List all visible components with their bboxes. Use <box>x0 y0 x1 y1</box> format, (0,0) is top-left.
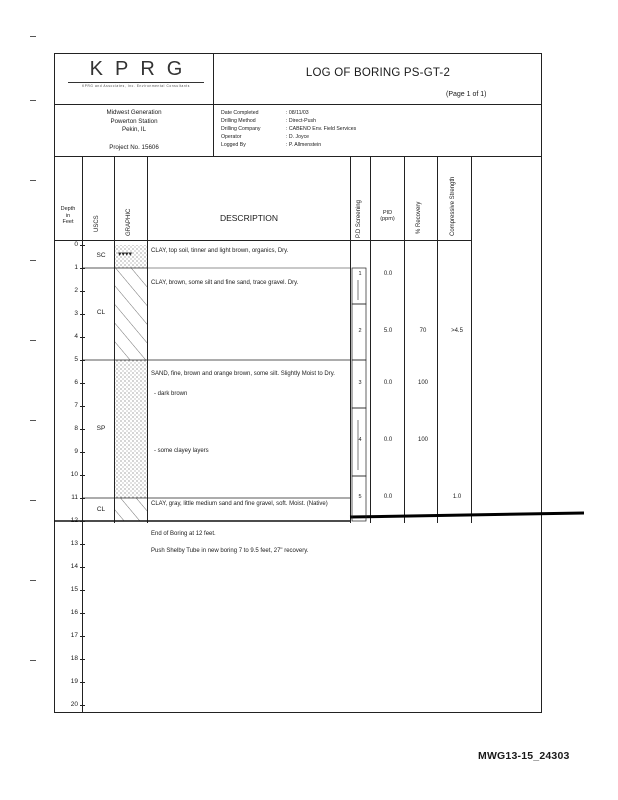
depth-tick-label: 15 <box>70 586 78 593</box>
depth-tick-label: 5 <box>74 356 78 363</box>
layer-description: CLAY, gray, little medium sand and fine gravel, soft. Moist. (Native) <box>151 501 328 507</box>
meta-value: : P. Allmenstein <box>286 142 322 148</box>
depth-tick <box>80 360 85 361</box>
depth-tick-label: 0 <box>74 241 78 248</box>
recovery-column-header: % Recovery <box>416 201 422 234</box>
recovery-value: 100 <box>417 437 428 443</box>
uscs-code: SC <box>96 252 106 259</box>
depth-tick <box>80 636 85 637</box>
depth-tick-label: 9 <box>74 448 78 455</box>
graphic-layer-cl-lower <box>115 498 147 521</box>
site-line: Powerton Station <box>110 117 158 125</box>
sample-number: 2 <box>358 328 362 334</box>
depth-tick <box>80 705 85 706</box>
depth-tick-label: 19 <box>70 678 78 685</box>
depth-tick <box>80 659 85 660</box>
depth-tick-label: 18 <box>70 655 78 662</box>
depth-tick-label: 1 <box>74 264 78 271</box>
meta-label: Logged By <box>221 142 246 148</box>
sample-number: 1 <box>358 271 362 277</box>
strength-value: >4.5 <box>451 328 463 334</box>
depth-tick <box>80 590 85 591</box>
graphic-layer-sp <box>115 360 147 498</box>
meta-label: Drilling Method <box>221 118 256 124</box>
depth-tick <box>80 682 85 683</box>
sample-number: 3 <box>358 380 362 386</box>
meta-value: : D. Joyce <box>286 134 310 140</box>
depth-tick <box>80 383 85 384</box>
meta-value: : 08/11/03 <box>286 110 309 116</box>
description-column-header: DESCRIPTION <box>219 213 279 223</box>
meta-label: Date Completed <box>221 110 259 116</box>
depth-tick-label: 12 <box>70 517 78 524</box>
sample-number: 4 <box>358 437 362 443</box>
depth-tick <box>80 429 85 430</box>
depth-tick <box>80 245 85 246</box>
depth-tick <box>80 268 85 269</box>
depth-tick <box>80 475 85 476</box>
layer-description: SAND, fine, brown and orange brown, some silt. Slightly Moist to Dry. <box>151 371 335 377</box>
layer-sub-description: - dark brown <box>154 391 188 397</box>
graphic-column-header: GRAPHIC <box>126 208 132 236</box>
layer-description: CLAY, brown, some silt and fine sand, trace gravel. Dry. <box>151 280 299 286</box>
pid-value: 0.0 <box>383 494 393 500</box>
graphic-layer-cl <box>115 268 147 360</box>
depth-tick-label: 16 <box>70 609 78 616</box>
recovery-value: 70 <box>419 328 427 334</box>
page-indicator: (Page 1 of 1) <box>446 91 487 98</box>
strength-value: 1.0 <box>452 494 462 500</box>
depth-tick <box>80 544 85 545</box>
depth-tick-label: 14 <box>70 563 78 570</box>
uscs-code: SP <box>96 425 106 432</box>
depth-tick-label: 20 <box>70 701 78 708</box>
pid-value: 0.0 <box>383 437 393 443</box>
meta-label: Drilling Company <box>221 126 261 132</box>
shelby-tube-note: Push Shelby Tube in new boring 7 to 9.5 feet, 27" recovery. <box>151 548 309 554</box>
depth-tick-label: 4 <box>74 333 78 340</box>
depth-tick <box>80 406 85 407</box>
project-number: Project No. 15606 <box>109 144 159 151</box>
depth-tick <box>80 613 85 614</box>
depth-tick-label: 8 <box>74 425 78 432</box>
pid-column-header: PID (ppm) <box>380 210 395 222</box>
depth-tick-label: 13 <box>70 540 78 547</box>
layer-description: CLAY, top soil, tinner and light brown, organics, Dry. <box>151 248 289 254</box>
sample-number: 5 <box>358 494 362 500</box>
screening-column-header: P.D Screening <box>356 200 362 238</box>
uscs-column-header: USCS <box>94 215 100 232</box>
depth-tick <box>80 314 85 315</box>
depth-tick <box>80 291 85 292</box>
strength-column-header: Compressive Strength <box>450 176 456 236</box>
depth-tick-label: 3 <box>74 310 78 317</box>
depth-tick <box>80 452 85 453</box>
depth-tick-label: 2 <box>74 287 78 294</box>
boring-bottom-bold-line <box>350 513 584 517</box>
site-line: Pekin, IL <box>121 126 147 133</box>
graphic-layer-symbols: ▾▾▾▾ <box>118 250 133 258</box>
meta-label: Operator <box>221 134 242 140</box>
end-of-boring-note: End of Boring at 12 feet. <box>151 531 216 537</box>
uscs-code: CL <box>96 309 106 316</box>
meta-value: : CABENO Env. Field Services <box>286 126 357 132</box>
site-line: Midwest Generation <box>106 109 162 116</box>
pid-value: 0.0 <box>383 271 393 277</box>
depth-tick <box>80 337 85 338</box>
log-title: LOG OF BORING PS-GT-2 <box>305 67 451 79</box>
depth-tick <box>80 498 85 499</box>
depth-tick-label: 6 <box>74 379 78 386</box>
depth-tick-label: 10 <box>70 471 78 478</box>
document-id: MWG13-15_24303 <box>478 750 570 762</box>
recovery-value: 100 <box>417 380 428 386</box>
layer-sub-description: - some clayey layers <box>154 448 209 454</box>
depth-tick <box>80 521 85 522</box>
depth-tick-label: 11 <box>71 494 78 501</box>
uscs-code: CL <box>96 506 106 513</box>
logo-subline: KPRG and Associates, Inc. Environmental Consultants <box>82 84 190 88</box>
depth-tick-label: 7 <box>74 402 78 409</box>
logo-letters: KPRG <box>89 58 195 80</box>
meta-value: : Direct-Push <box>286 118 316 124</box>
pid-value: 0.0 <box>383 380 393 386</box>
depth-tick-label: 17 <box>70 632 78 639</box>
depth-column-header: Depth in Feet <box>60 206 76 225</box>
depth-tick <box>80 567 85 568</box>
pid-value: 5.0 <box>383 328 393 334</box>
